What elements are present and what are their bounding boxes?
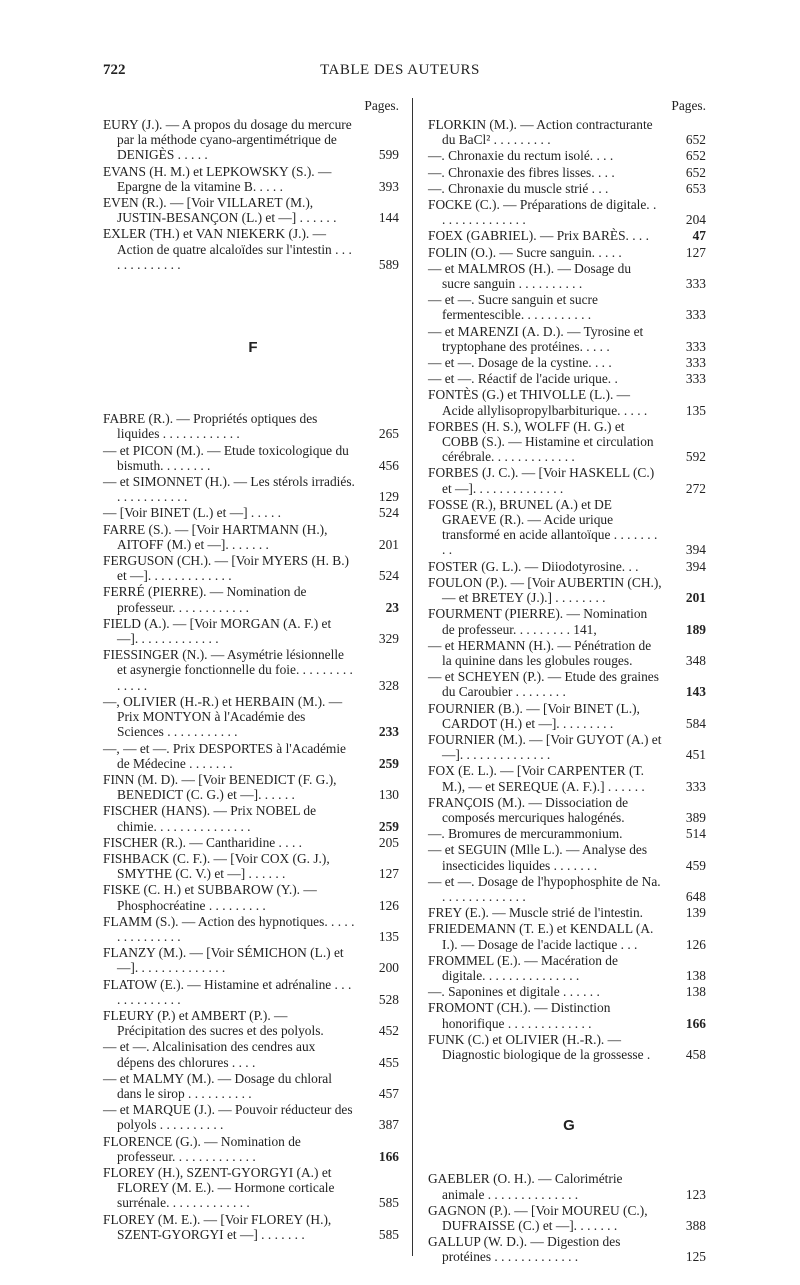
index-entry: [103, 772, 403, 802]
entry-text: FRIEDEMANN (T. E.) et KENDALL (A. I.). — Dosage de l'acide lactique . . .: [428, 921, 654, 952]
index-entry: [428, 842, 710, 872]
index-entry: [103, 977, 403, 1007]
entry-page-number: 166: [685, 1015, 706, 1031]
index-entry: [103, 1071, 403, 1101]
entry-text: —. Chronaxie des fibres lisses. . . .: [428, 164, 615, 180]
entry-text: GALLUP (W. D.). — Digestion des protéines . . . . . . . . . . . . .: [428, 1234, 621, 1265]
entry-text: FORBES (H. S.), WOLFF (H. G.) et COBB (S.). — Histamine et circulation cérébrale. . . . . . . . . . . . .: [428, 418, 654, 465]
index-entry: [428, 197, 710, 227]
entry-page-number: 130: [378, 787, 399, 803]
entry-text: FLAMM (S.). — Action des hypnotiques. . . . . . . . . . . . . . .: [103, 913, 355, 944]
entry-page-number: 201: [378, 536, 399, 552]
index-entry: [428, 355, 710, 370]
right-entries-g: [428, 1171, 710, 1264]
index-entry: [428, 984, 710, 999]
index-entry: [103, 553, 403, 583]
entry-page-number: 451: [685, 747, 706, 763]
index-entry: [103, 851, 403, 881]
entry-text: —, OLIVIER (H.-R.) et HERBAIN (M.). — Prix MONTYON à l'Académie des Sciences . . . . . . . . . . .: [103, 693, 343, 740]
index-entry: [428, 701, 710, 731]
index-entry: [103, 1102, 403, 1132]
pages-label-right: Pages.: [671, 98, 706, 113]
entry-text: — et MALMY (M.). — Dosage du chloral dans le sirop . . . . . . . . . .: [103, 1070, 332, 1101]
entry-page-number: 272: [685, 480, 706, 496]
entry-page-number: 514: [685, 826, 706, 842]
entry-text: FLOREY (H.), SZENT-GYORGYI (A.) et FLOREY (M. E.). — Hormone corticale surrénale. . . . . . . . . . . . .: [103, 1164, 335, 1211]
entry-page-number: 393: [378, 178, 399, 194]
index-entry: [103, 1039, 403, 1069]
entry-text: FISHBACK (C. F.). — [Voir COX (G. J.), SMYTHE (C. V.) et —] . . . . . .: [103, 850, 330, 882]
entry-page-number: 259: [378, 818, 399, 834]
index-entry: [428, 465, 710, 495]
entry-page-number: 333: [685, 307, 706, 323]
index-entry: [428, 261, 710, 291]
index-entry: [428, 669, 710, 699]
index-entry: [103, 505, 403, 520]
entry-text: — et —. Réactif de l'acide urique. .: [428, 371, 618, 387]
entry-text: FISCHER (R.). — Cantharidine . . . .: [103, 834, 302, 850]
index-entry: [428, 826, 710, 841]
entry-text: FOSSE (R.), BRUNEL (A.) et DE GRAEVE (R.). — Acide urique transformé en acide allantoïque . . . . . . . . .: [428, 496, 658, 558]
index-entry: [103, 522, 403, 552]
entry-text: FERRÉ (PIERRE). — Nomination de professeur. . . . . . . . . . . .: [103, 584, 307, 615]
entry-page-number: 126: [685, 936, 706, 952]
entry-text: FREY (E.). — Muscle strié de l'intestin.: [428, 905, 644, 921]
index-entry: [428, 638, 710, 668]
index-entry: [103, 443, 403, 473]
entry-page-number: 457: [378, 1085, 399, 1101]
entry-text: — et MARENZI (A. D.). — Tyrosine et tryptophane des protéines. . . . .: [428, 323, 644, 354]
section-letter-g: G: [563, 1117, 575, 1135]
entry-page-number: 47: [692, 228, 706, 244]
entry-text: — et HERMANN (H.). — Pénétration de la quinine dans les globules rouges.: [428, 637, 652, 668]
entry-text: — [Voir BINET (L.) et —] . . . . .: [103, 505, 282, 521]
index-entry: [103, 914, 403, 944]
entry-page-number: 456: [378, 457, 399, 473]
entry-page-number: 458: [685, 1046, 706, 1062]
entry-text: FISCHER (HANS). — Prix NOBEL de chimie. . . . . . . . . . . . . . .: [103, 803, 317, 834]
entry-page-number: 589: [378, 256, 399, 272]
index-entry: [103, 835, 403, 850]
index-entry: [428, 559, 710, 574]
entry-text: — et SCHEYEN (P.). — Etude des graines du Caroubier . . . . . . . .: [428, 669, 659, 700]
entry-page-number: 528: [378, 991, 399, 1007]
entry-page-number: 584: [685, 715, 706, 731]
entry-page-number: 524: [378, 505, 399, 521]
index-entry: [428, 905, 710, 920]
entry-page-number: 387: [378, 1117, 399, 1133]
entry-text: FRANÇOIS (M.). — Dissociation de composés mercuriques halogénés.: [428, 794, 629, 825]
index-entry: [428, 181, 710, 196]
index-entry: [428, 324, 710, 354]
entry-text: GAGNON (P.). — [Voir MOUREU (C.), DUFRAISSE (C.) et —]. . . . . . .: [428, 1202, 648, 1233]
entry-text: FOLIN (O.). — Sucre sanguin. . . . .: [428, 244, 622, 260]
entry-text: FOURNIER (M.). — [Voir GUYOT (A.) et —]. . . . . . . . . . . . . .: [428, 731, 662, 763]
entry-text: FOX (E. L.). — [Voir CARPENTER (T. M.), — et SEREQUE (A. F.).] . . . . . .: [428, 763, 645, 794]
entry-text: FLANZY (M.). — [Voir SÉMICHON (L.) et —]. . . . . . . . . . . . . .: [103, 945, 344, 976]
index-entry: [428, 387, 710, 417]
page-header: [0, 62, 800, 86]
entry-page-number: 653: [685, 180, 706, 196]
entry-text: FOURMENT (PIERRE). — Nomination de professeur. . . . . . . . . 141,: [428, 606, 648, 637]
entry-text: FONTÈS (G.) et THIVOLLE (L.). — Acide allylisopropylbarbiturique. . . . .: [428, 387, 648, 418]
entry-page-number: 585: [378, 1195, 399, 1211]
index-entry: [103, 647, 403, 693]
index-entry: [428, 606, 710, 636]
entry-page-number: 348: [685, 652, 706, 668]
entry-page-number: 138: [685, 967, 706, 983]
entry-page-number: 204: [685, 212, 706, 228]
entry-text: —, — et —. Prix DESPORTES à l'Académie de Médecine . . . . . . .: [103, 740, 346, 771]
entry-page-number: 333: [685, 276, 706, 292]
entry-page-number: 585: [378, 1226, 399, 1242]
index-entry: [428, 148, 710, 163]
index-entry: [428, 874, 710, 904]
entry-text: — et PICON (M.). — Etude toxicologique du bismuth. . . . . . . .: [103, 442, 349, 473]
index-entry: [428, 575, 710, 605]
index-entry: [428, 1234, 710, 1264]
index-entry: [103, 1212, 403, 1242]
entry-page-number: 394: [685, 542, 706, 558]
entry-page-number: 200: [378, 960, 399, 976]
entry-text: FERGUSON (CH.). — [Voir MYERS (H. B.) et —]. . . . . . . . . . . . .: [103, 553, 350, 584]
entry-text: FLATOW (E.). — Histamine et adrénaline . . . . . . . . . . . . .: [103, 976, 352, 1007]
entry-text: FIESSINGER (N.). — Asymétrie lésionnelle et asynergie fonctionnelle du foie. . . . . . . . . . . . . .: [103, 647, 353, 693]
entry-text: FROMONT (CH.). — Distinction honorifique . . . . . . . . . . . . .: [428, 1000, 611, 1031]
entry-text: —. Chronaxie du rectum isolé. . . .: [428, 148, 614, 164]
index-entry: [428, 795, 710, 825]
index-entry: [103, 803, 403, 833]
index-entry: [428, 371, 710, 386]
entry-page-number: 452: [378, 1023, 399, 1039]
entry-page-number: 144: [378, 210, 399, 226]
entry-text: FLORENCE (G.). — Nomination de professeur. . . . . . . . . . . . .: [103, 1133, 301, 1164]
entry-page-number: 389: [685, 809, 706, 825]
entry-page-number: 233: [378, 724, 399, 740]
entry-text: FLEURY (P.) et AMBERT (P.). — Précipitation des sucres et des polyols.: [103, 1007, 324, 1039]
entry-page-number: 126: [378, 897, 399, 913]
entry-page-number: 524: [378, 568, 399, 584]
entry-text: FOULON (P.). — [Voir AUBERTIN (CH.), — et BRETEY (J.).] . . . . . . . .: [428, 574, 662, 606]
entry-page-number: 265: [378, 426, 399, 442]
section-letter-f: F: [248, 339, 258, 357]
index-entry: [103, 1008, 403, 1038]
index-entry: [428, 292, 710, 322]
entry-page-number: 333: [685, 778, 706, 794]
entry-text: EURY (J.). — A propos du dosage du mercure par la méthode cyano-argentimétrique de DENIGÈS . . . . .: [103, 117, 352, 163]
entry-page-number: 205: [378, 834, 399, 850]
entry-text: — et —. Dosage de la cystine. . . .: [428, 355, 612, 371]
page-number: 722: [103, 62, 126, 78]
left-entries-e: [103, 117, 403, 272]
left-column: [103, 98, 403, 1243]
index-entry: [103, 195, 403, 225]
index-entry: [103, 1134, 403, 1164]
left-entries-f: [103, 411, 403, 1242]
entry-page-number: 648: [685, 888, 706, 904]
index-entry: [428, 732, 710, 762]
entry-text: FUNK (C.) et OLIVIER (H.-R.). — Diagnostic biologique de la grossesse .: [428, 1031, 651, 1062]
entry-text: — et MARQUE (J.). — Pouvoir réducteur des polyols . . . . . . . . . .: [103, 1102, 353, 1133]
index-entry: [103, 945, 403, 975]
entry-text: FORBES (J. C.). — [Voir HASKELL (C.) et —]. . . . . . . . . . . . . .: [428, 465, 655, 496]
entry-page-number: 333: [685, 371, 706, 387]
entry-page-number: 129: [378, 489, 399, 505]
entry-page-number: 143: [685, 684, 706, 700]
index-entry: [103, 694, 403, 740]
entry-text: EVANS (H. M.) et LEPKOWSKY (S.). — Epargne de la vitamine B. . . . .: [103, 163, 332, 194]
index-entry: [103, 616, 403, 646]
index-entry: [103, 411, 403, 441]
entry-page-number: 652: [685, 164, 706, 180]
entry-page-number: 459: [685, 857, 706, 873]
entry-text: FIELD (A.). — [Voir MORGAN (A. F.) et —]. . . . . . . . . . . . .: [103, 615, 332, 647]
entry-text: —. Chronaxie du muscle strié . . .: [428, 180, 609, 196]
entry-page-number: 123: [685, 1186, 706, 1202]
entry-text: FROMMEL (E.). — Macération de digitale. . . . . . . . . . . . . . .: [428, 952, 618, 983]
entry-text: — et SEGUIN (Mlle L.). — Analyse des insecticides liquides . . . . . . .: [428, 842, 648, 873]
index-entry: [103, 164, 403, 194]
column-divider: [412, 98, 413, 1256]
index-entry: [103, 882, 403, 912]
entry-page-number: 135: [378, 928, 399, 944]
entry-page-number: 138: [685, 984, 706, 1000]
index-entry: [428, 921, 710, 951]
entry-text: — et MALMROS (H.). — Dosage du sucre sanguin . . . . . . . . . .: [428, 260, 632, 292]
entry-page-number: 189: [685, 621, 706, 637]
index-entry: [103, 226, 403, 272]
index-entry: [103, 584, 403, 614]
entry-page-number: 259: [378, 755, 399, 771]
entry-text: FLORKIN (M.). — Action contracturante du BaCl² . . . . . . . . .: [428, 117, 653, 148]
entry-page-number: 394: [685, 558, 706, 574]
entry-text: FARRE (S.). — [Voir HARTMANN (H.), AITOFF (M.) et —]. . . . . . .: [103, 521, 328, 552]
entry-page-number: 125: [685, 1249, 706, 1265]
entry-page-number: 23: [385, 599, 399, 615]
index-entry: [428, 953, 710, 983]
index-entry: [103, 117, 403, 163]
entry-page-number: 201: [685, 590, 706, 606]
right-column: [428, 98, 710, 1266]
entry-text: FOURNIER (B.). — [Voir BINET (L.), CARDOT (H.) et —]. . . . . . . . .: [428, 700, 640, 731]
entry-page-number: 127: [685, 244, 706, 260]
entry-text: FLOREY (M. E.). — [Voir FLOREY (H.), SZENT-GYORGYI et —] . . . . . . .: [103, 1211, 332, 1242]
entry-text: FISKE (C. H.) et SUBBAROW (Y.). — Phosphocréatine . . . . . . . . .: [103, 882, 317, 913]
entry-page-number: 455: [378, 1054, 399, 1070]
entry-text: — et —. Dosage de l'hypophosphite de Na. . . . . . . . . . . . . .: [428, 873, 661, 904]
index-entry: [428, 165, 710, 180]
entry-page-number: 139: [685, 905, 706, 921]
entry-page-number: 127: [378, 866, 399, 882]
entry-page-number: 135: [685, 402, 706, 418]
index-entry: [428, 497, 710, 558]
entry-text: —. Bromures de mercurammonium.: [428, 826, 623, 842]
entry-page-number: 333: [685, 355, 706, 371]
entry-text: —. Saponines et digitale . . . . . .: [428, 984, 600, 1000]
entry-text: EVEN (R.). — [Voir VILLARET (M.), JUSTIN-BESANÇON (L.) et —] . . . . . .: [103, 195, 337, 226]
right-entries-f: [428, 117, 710, 1062]
index-entry: [428, 228, 710, 243]
index-entry: [428, 1000, 710, 1030]
index-entry: [103, 741, 403, 771]
entry-text: FINN (M. D). — [Voir BENEDICT (F. G.), BENEDICT (C. G.) et —]. . . . . .: [103, 771, 337, 803]
entry-page-number: 652: [685, 132, 706, 148]
entry-page-number: 599: [378, 147, 399, 163]
index-entry: [428, 1171, 710, 1201]
entry-text: FOSTER (G. L.). — Diiodotyrosine. . .: [428, 558, 639, 574]
entry-page-number: 592: [685, 449, 706, 465]
entry-text: — et —. Sucre sanguin et sucre fermentescible. . . . . . . . . . .: [428, 292, 598, 323]
index-entry: [103, 1165, 403, 1211]
entry-text: GAEBLER (O. H.). — Calorimétrie animale . . . . . . . . . . . . . .: [428, 1171, 623, 1202]
index-entry: [428, 419, 710, 465]
entry-page-number: 388: [685, 1218, 706, 1233]
index-entry: [428, 245, 710, 260]
entry-text: — et —. Alcalinisation des cendres aux dépens des chlorures . . . .: [103, 1039, 316, 1070]
entry-text: FABRE (R.). — Propriétés optiques des liquides . . . . . . . . . . . .: [103, 411, 318, 442]
index-entry: [103, 474, 403, 504]
entry-text: EXLER (TH.) et VAN NIEKERK (J.). — Action de quatre alcaloïdes sur l'intestin . . . . . . . . . . . . .: [103, 226, 352, 272]
index-entry: [428, 1032, 710, 1062]
entry-page-number: 329: [378, 631, 399, 647]
entry-text: FOCKE (C.). — Préparations de digitale. . . . . . . . . . . . . . .: [428, 197, 657, 228]
running-title: TABLE DES AUTEURS: [320, 62, 480, 78]
index-entry: [428, 117, 710, 147]
entry-page-number: 328: [378, 677, 399, 693]
index-entry: [428, 763, 710, 793]
entry-page-number: 652: [685, 148, 706, 164]
pages-label-left: Pages.: [364, 98, 399, 113]
entry-text: — et SIMONNET (H.). — Les stérols irradiés. . . . . . . . . . . .: [103, 474, 355, 505]
entry-page-number: 166: [378, 1148, 399, 1164]
index-entry: [428, 1203, 710, 1233]
entry-page-number: 333: [685, 338, 706, 354]
entry-text: FOEX (GABRIEL). — Prix BARÈS. . . .: [428, 228, 649, 244]
